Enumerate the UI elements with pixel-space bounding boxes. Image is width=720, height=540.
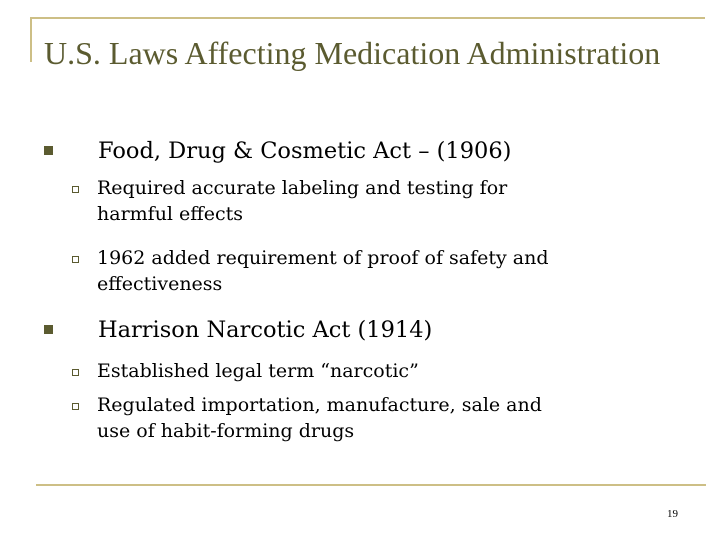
square-bullet-icon: [44, 325, 53, 334]
sub-bullet-line: effectiveness: [97, 273, 223, 295]
sub-bullet-line: use of habit-forming drugs: [97, 420, 355, 442]
slide-title: U.S. Laws Affecting Medication Administration: [44, 35, 661, 71]
decorative-top-line: [30, 17, 705, 19]
hollow-square-bullet-icon: [72, 186, 79, 193]
hollow-square-bullet-icon: [72, 403, 79, 410]
hollow-square-bullet-icon: [72, 369, 79, 376]
decorative-left-line: [30, 17, 32, 62]
decorative-bottom-line: [36, 484, 706, 486]
sub-bullet-line: harmful effects: [97, 203, 244, 225]
sub-bullet-narcotic-term: [97, 355, 687, 387]
square-bullet-icon: [44, 146, 53, 155]
bullet-harrison-narcotic-act: Harrison Narcotic Act (1914): [98, 317, 433, 343]
page-number: 19: [667, 508, 678, 520]
sub-bullet-line: Established legal term “narcotic”: [97, 360, 419, 382]
bullet-food-drug-cosmetic-act: Food, Drug & Cosmetic Act – (1906): [98, 138, 512, 164]
sub-bullet-line: Required accurate labeling and testing for: [97, 177, 508, 199]
sub-bullet-line: Regulated importation, manufacture, sale and: [97, 394, 542, 416]
sub-bullet-line: 1962 added requirement of proof of safety and: [97, 247, 549, 269]
sub-bullet-labeling: [97, 172, 687, 230]
sub-bullet-regulated-importation: [97, 389, 687, 447]
sub-bullet-1962-requirement: [97, 242, 687, 300]
hollow-square-bullet-icon: [72, 256, 79, 263]
